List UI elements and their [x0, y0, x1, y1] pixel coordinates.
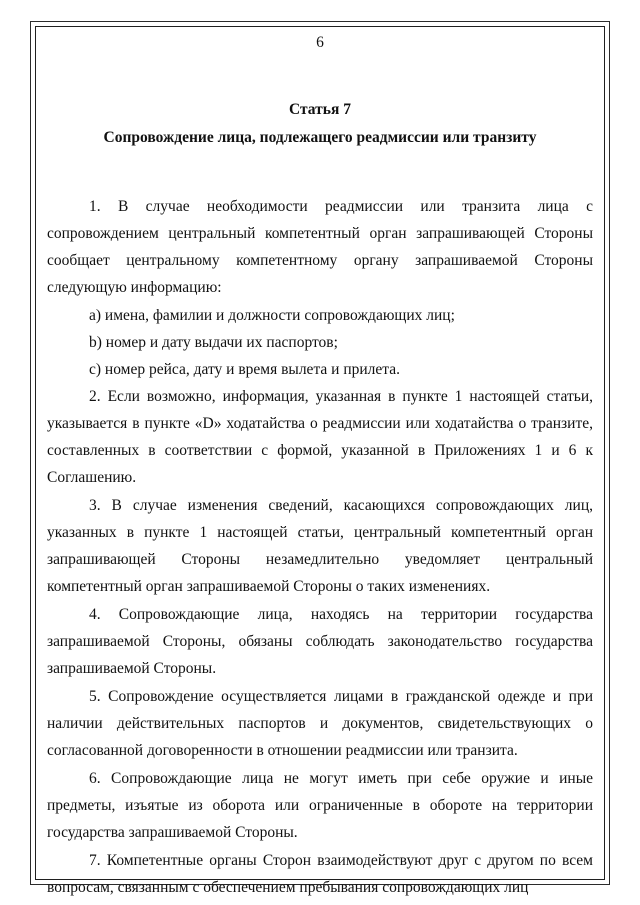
list-item-c: с) номер рейса, дату и время вылета и прилета.	[89, 361, 400, 378]
paragraph-1: 1. В случае необходимости реадмиссии или транзита лица с сопровождением центральный компетентный орган запрашивающей Стороны сообщает центральному компетентному органу запрашиваемой Стороны следующую информацию:	[47, 198, 593, 296]
paragraph-4: 4. Сопровождающие лица, находясь на территории государства запрашиваемой Стороны, обязаны соблюдать законодательство государства запрашиваемой Стороны.	[47, 606, 593, 677]
list-item-b: b) номер и дату выдачи их паспортов;	[89, 334, 338, 351]
list-item-a: а) имена, фамилии и должности сопровождающих лиц;	[89, 307, 455, 324]
document-page	[47, 26, 593, 901]
article-title: Статья 7	[289, 101, 351, 118]
paragraph-6: 6. Сопровождающие лица не могут иметь при себе оружие и иные предметы, изъятые из оборота или ограниченные в обороте на территории государства запрашиваемой Стороны.	[47, 770, 593, 841]
article-body	[47, 193, 593, 901]
paragraph-5: 5. Сопровождение осуществляется лицами в гражданской одежде и при наличии действительных паспортов и документов, свидетельствующих о согласованной договоренности в отношении реадмиссии или транзита.	[47, 688, 593, 759]
page-number: 6	[316, 34, 324, 51]
paragraph-7: 7. Компетентные органы Сторон взаимодействуют друг с другом по всем вопросам, связанным с обеспечением пребывания сопровождающих лиц	[47, 852, 593, 896]
article-subtitle: Сопровождение лица, подлежащего реадмиссии или транзиту	[103, 129, 537, 146]
paragraph-2: 2. Если возможно, информация, указанная в пункте 1 настоящей статьи, указывается в пункте «D» ходатайства о реадмиссии или ходатайства о транзите, составленных в соответствии с формой, указанной в Приложениях 1 и 6 к Соглашению.	[47, 388, 593, 486]
paragraph-3: 3. В случае изменения сведений, касающихся сопровождающих лиц, указанных в пункте 1 настоящей статьи, центральный компетентный орган запрашивающей Стороны незамедлительно уведомляет центральный компетентный орган запрашиваемой Стороны о таких изменениях.	[47, 497, 593, 595]
